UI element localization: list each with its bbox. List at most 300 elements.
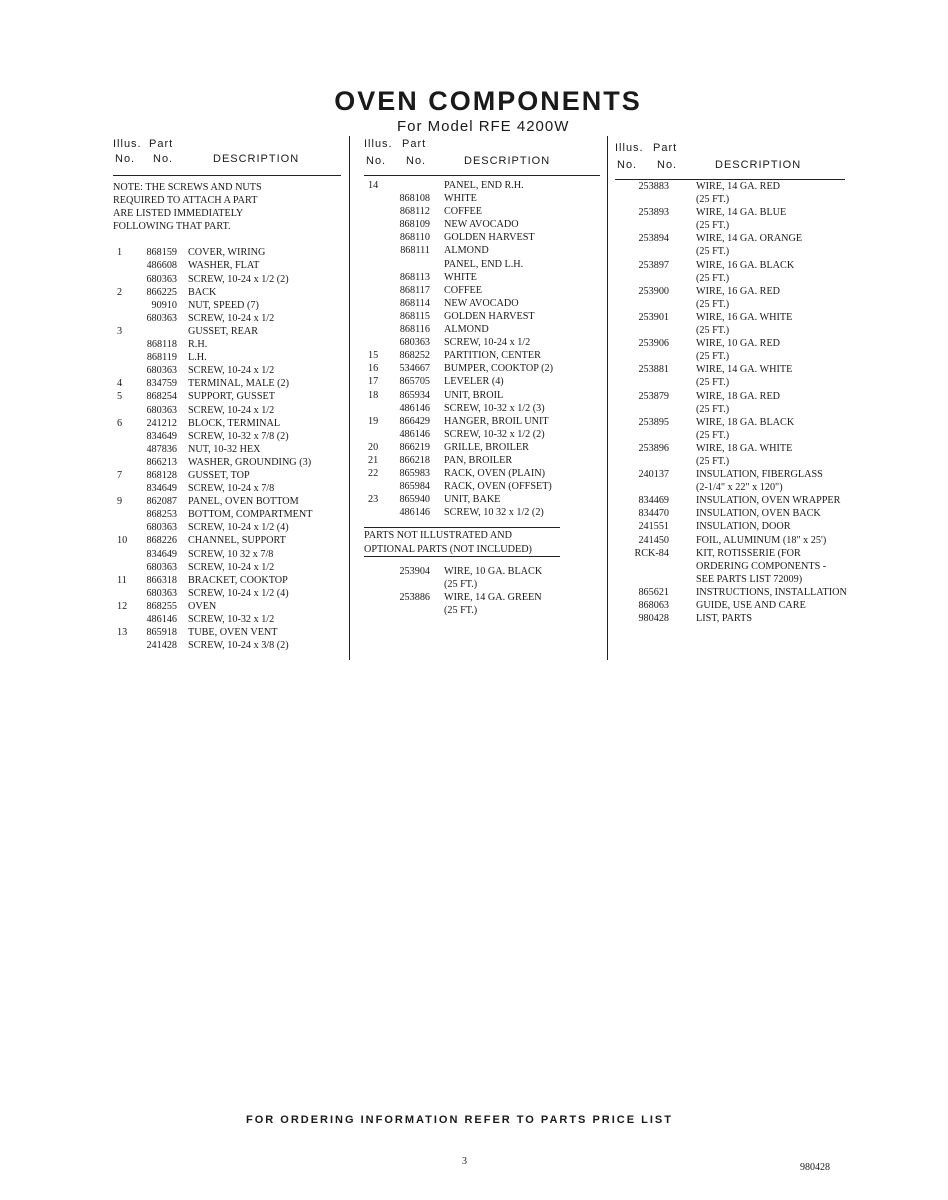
part-description: WIRE, 16 GA. BLACK	[696, 259, 795, 271]
parts-row	[113, 312, 341, 325]
part-number: 253901	[638, 311, 669, 323]
header-rule	[113, 175, 341, 176]
parts-row	[364, 310, 600, 323]
part-number: 865984	[399, 481, 430, 493]
parts-row	[113, 390, 341, 403]
part-description: RACK, OVEN (OFFSET)	[444, 481, 552, 493]
part-number: 253894	[638, 233, 669, 245]
illus-number: 11	[117, 574, 127, 586]
part-number: 834759	[146, 378, 177, 390]
part-description: BLOCK, TERMINAL	[188, 417, 281, 429]
part-description: WIRE, 18 GA. BLACK	[696, 416, 795, 428]
part-description: BOTTOM, COMPARTMENT	[188, 509, 313, 521]
parts-row	[615, 245, 865, 258]
part-number: 980428	[638, 613, 669, 625]
parts-row	[113, 495, 341, 508]
part-number: 868254	[146, 391, 177, 403]
parts-row	[364, 362, 600, 375]
header-no-part: No.	[657, 159, 678, 171]
part-number: 680363	[146, 273, 177, 285]
part-description: INSULATION, DOOR	[696, 521, 791, 533]
illus-number: 22	[368, 468, 379, 480]
part-description: LIST, PARTS	[696, 613, 752, 625]
part-description: R.H.	[188, 339, 208, 351]
part-description: SCREW, 10-24 x 7/8	[188, 483, 275, 495]
optional-list	[364, 565, 600, 617]
header-description: DESCRIPTION	[715, 159, 802, 171]
parts-row	[615, 219, 865, 232]
part-number: 862087	[146, 496, 177, 508]
part-number: 486146	[399, 428, 430, 440]
header-part: Part	[653, 142, 678, 154]
part-description: NUT, SPEED (7)	[188, 299, 259, 311]
illus-number: 5	[117, 391, 123, 403]
parts-row	[615, 363, 865, 376]
parts-row	[615, 403, 865, 416]
part-description: RACK, OVEN (PLAIN)	[444, 468, 546, 480]
column-header	[615, 140, 865, 180]
part-number: 241428	[146, 640, 177, 652]
part-description: SCREW, 10-24 x 1/2	[188, 312, 275, 324]
illus-number: 16	[368, 363, 379, 375]
note-line: FOLLOWING THAT PART.	[113, 221, 231, 233]
parts-row	[113, 246, 341, 259]
part-description: GOLDEN HARVEST	[444, 232, 535, 244]
illus-number: 14	[368, 180, 379, 191]
part-description: (25 FT.)	[696, 220, 730, 232]
parts-row	[615, 494, 865, 507]
optional-parts-block	[364, 527, 600, 617]
parts-row	[364, 454, 600, 467]
parts-row	[364, 297, 600, 310]
part-description: (25 FT.)	[444, 604, 478, 616]
part-description: TUBE, OVEN VENT	[188, 627, 278, 639]
parts-row	[113, 469, 341, 482]
parts-row	[615, 193, 865, 206]
part-number: 834649	[146, 548, 177, 560]
part-number: 866318	[146, 574, 177, 586]
column-divider	[607, 136, 608, 660]
part-description: GOLDEN HARVEST	[444, 310, 535, 322]
parts-row	[364, 493, 600, 506]
parts-row	[615, 259, 865, 272]
part-description: SCREW, 10-24 x 1/2 (4)	[188, 522, 289, 534]
parts-row	[615, 429, 865, 442]
part-description: WIRE, 10 GA. RED	[696, 338, 781, 350]
part-number: 680363	[146, 522, 177, 534]
illus-number: 10	[117, 535, 128, 547]
part-description: SCREW, 10-24 x 1/2	[188, 561, 275, 573]
part-description: WIRE, 14 GA. BLUE	[696, 207, 787, 219]
parts-row	[615, 586, 865, 599]
part-description: ALMOND	[444, 324, 489, 336]
part-description: LEVELER (4)	[444, 376, 504, 388]
parts-row	[113, 364, 341, 377]
illus-number: 7	[117, 469, 123, 481]
parts-row	[113, 325, 341, 338]
part-number: 253881	[638, 364, 669, 376]
parts-row	[615, 507, 865, 520]
header-description: DESCRIPTION	[213, 153, 300, 165]
parts-row	[113, 626, 341, 639]
parts-row	[113, 351, 341, 364]
parts-row	[364, 402, 600, 415]
illus-number: 12	[117, 600, 128, 612]
parts-row	[364, 389, 600, 402]
parts-row	[113, 404, 341, 417]
part-number: 868114	[399, 297, 430, 309]
parts-row	[364, 604, 600, 617]
parts-row	[615, 311, 865, 324]
part-description: (25 FT.)	[696, 194, 730, 206]
optional-heading: OPTIONAL PARTS (NOT INCLUDED)	[364, 543, 560, 557]
part-number: 253906	[638, 338, 669, 350]
part-description: (25 FT.)	[696, 325, 730, 337]
parts-row	[364, 258, 600, 271]
illus-number: 17	[368, 376, 379, 388]
part-number: 868113	[399, 271, 430, 283]
part-number: 253886	[399, 591, 430, 603]
part-description: SUPPORT, GUSSET	[188, 391, 275, 403]
illus-number: 4	[117, 378, 123, 390]
parts-row	[113, 273, 341, 286]
parts-row	[364, 349, 600, 362]
parts-row	[615, 534, 865, 547]
part-number: 868159	[146, 247, 177, 259]
part-number: 868112	[399, 206, 430, 218]
header-no-illus: No.	[115, 153, 136, 165]
part-description: WIRE, 18 GA. RED	[696, 390, 781, 402]
part-number: 866213	[146, 456, 177, 468]
part-number: 486146	[146, 614, 177, 625]
part-description: WIRE, 14 GA. RED	[696, 181, 781, 192]
part-number: 868111	[400, 245, 430, 257]
part-description: FOIL, ALUMINUM (18" x 25')	[696, 534, 827, 546]
part-number: 868255	[146, 600, 177, 612]
column-header	[364, 136, 600, 176]
parts-row	[113, 561, 341, 574]
part-description: SCREW, 10-24 x 1/2	[188, 404, 275, 416]
parts-row	[364, 441, 600, 454]
document-number: 980428	[800, 1162, 830, 1173]
parts-row	[364, 192, 600, 205]
part-number: 868117	[399, 284, 430, 296]
parts-column-2	[364, 136, 600, 617]
parts-row	[113, 430, 341, 443]
part-description: L.H.	[188, 352, 207, 364]
part-number: 253896	[638, 442, 669, 454]
part-description: (25 FT.)	[696, 429, 730, 441]
part-number: 865934	[399, 389, 430, 401]
header-description: DESCRIPTION	[464, 155, 551, 167]
part-description: WIRE, 10 GA. BLACK	[444, 565, 543, 577]
note-block	[113, 181, 341, 233]
part-number: 834649	[146, 483, 177, 495]
parts-row	[615, 298, 865, 311]
part-description: WHITE	[444, 271, 477, 283]
part-number: 253897	[638, 259, 669, 271]
parts-row	[615, 232, 865, 245]
parts-list	[113, 246, 341, 652]
part-description: SCREW, 10-32 x 1/2 (3)	[444, 402, 545, 414]
part-description: PARTITION, CENTER	[444, 350, 541, 362]
header-part: Part	[402, 138, 427, 150]
part-description: (25 FT.)	[696, 351, 730, 363]
part-description: (25 FT.)	[696, 377, 730, 389]
part-description: (25 FT.)	[696, 455, 730, 467]
part-number: 680363	[399, 337, 430, 349]
part-number: 90910	[151, 299, 177, 311]
part-number: 868063	[638, 600, 669, 611]
part-description: BACK	[188, 286, 217, 298]
parts-row	[113, 587, 341, 600]
parts-row	[364, 284, 600, 297]
part-description: WIRE, 16 GA. RED	[696, 285, 781, 297]
parts-row	[615, 206, 865, 219]
parts-row	[364, 428, 600, 441]
illus-number: 2	[117, 286, 123, 298]
parts-row	[364, 565, 600, 578]
part-description: SCREW, 10-24 x 1/2 (2)	[188, 273, 289, 285]
part-number: 486608	[146, 260, 177, 272]
part-number: 866429	[399, 415, 430, 427]
part-number: 865621	[638, 586, 669, 598]
parts-row	[364, 179, 600, 192]
part-description: COVER, WIRING	[188, 247, 266, 259]
part-description: (25 FT.)	[696, 403, 730, 415]
parts-row	[364, 467, 600, 480]
parts-row	[615, 560, 865, 573]
parts-row	[113, 338, 341, 351]
parts-row	[113, 417, 341, 430]
parts-row	[615, 272, 865, 285]
parts-row	[615, 376, 865, 389]
parts-row	[364, 323, 600, 336]
parts-row	[113, 574, 341, 587]
parts-row	[113, 482, 341, 495]
part-description: BUMPER, COOKTOP (2)	[444, 363, 553, 375]
part-number: 868109	[399, 219, 430, 231]
part-number: 253900	[638, 285, 669, 297]
parts-row	[113, 377, 341, 390]
part-description: (25 FT.)	[696, 298, 730, 310]
part-number: 868128	[146, 469, 177, 481]
parts-row	[113, 286, 341, 299]
part-description: SCREW, 10-24 x 1/2	[444, 337, 531, 349]
part-description: (25 FT.)	[444, 578, 478, 590]
part-number: 866218	[399, 454, 430, 466]
part-number: 253879	[638, 390, 669, 402]
illus-number: 3	[117, 325, 123, 337]
part-description: BRACKET, COOKTOP	[188, 574, 288, 586]
parts-row	[364, 578, 600, 591]
illus-number: 20	[368, 441, 379, 453]
parts-row	[364, 480, 600, 493]
parts-row	[615, 547, 865, 560]
part-number: 868108	[399, 193, 430, 205]
part-number: 680363	[146, 312, 177, 324]
part-description: INSULATION, OVEN BACK	[696, 508, 821, 520]
part-description: WASHER, GROUNDING (3)	[188, 456, 312, 468]
column-header	[113, 136, 341, 176]
part-number: 241551	[638, 521, 669, 533]
illus-number: 15	[368, 350, 379, 362]
header-no-part: No.	[406, 155, 427, 167]
part-description: WIRE, 14 GA. GREEN	[444, 591, 542, 603]
part-description: HANGER, BROIL UNIT	[444, 415, 549, 427]
parts-row	[364, 205, 600, 218]
part-description: SCREW, 10-32 x 1/2	[188, 614, 275, 625]
parts-row	[615, 520, 865, 533]
parts-row	[113, 548, 341, 561]
part-number: 866219	[399, 441, 430, 453]
page-number: 3	[462, 1156, 467, 1167]
part-description: OVEN	[188, 600, 217, 612]
parts-row	[113, 443, 341, 456]
part-description: GUSSET, REAR	[188, 325, 258, 337]
parts-row	[113, 299, 341, 312]
parts-list	[364, 179, 600, 519]
parts-column-1	[113, 136, 341, 652]
part-description: UNIT, BAKE	[444, 494, 501, 506]
part-description: (25 FT.)	[696, 272, 730, 284]
part-number: 486146	[399, 402, 430, 414]
parts-row	[364, 591, 600, 604]
part-number: 868116	[399, 324, 430, 336]
illus-number: 13	[117, 627, 128, 639]
header-no-illus: No.	[617, 159, 638, 171]
part-number: 868110	[399, 232, 430, 244]
parts-row	[615, 285, 865, 298]
illus-number: 1	[117, 247, 123, 259]
parts-row	[615, 416, 865, 429]
parts-list	[615, 180, 865, 625]
parts-row	[113, 600, 341, 613]
part-description: ALMOND	[444, 245, 489, 257]
parts-row	[364, 244, 600, 257]
parts-row	[364, 218, 600, 231]
part-number: 834469	[638, 495, 669, 507]
parts-row	[364, 415, 600, 428]
parts-row	[364, 336, 600, 349]
part-number: 680363	[146, 365, 177, 377]
part-description: PANEL, OVEN BOTTOM	[188, 496, 299, 508]
part-description: SCREW, 10-24 x 1/2 (4)	[188, 587, 289, 599]
parts-row	[113, 521, 341, 534]
parts-row	[615, 324, 865, 337]
part-description: SCREW, 10 32 x 1/2 (2)	[444, 507, 544, 519]
part-number: 868226	[146, 535, 177, 547]
part-description: PANEL, END L.H.	[444, 258, 524, 270]
part-description: CHANNEL, SUPPORT	[188, 535, 286, 547]
parts-row	[615, 180, 865, 193]
parts-column-3	[615, 140, 865, 625]
parts-row	[615, 573, 865, 586]
part-description: GUSSET, TOP	[188, 469, 250, 481]
part-description: WIRE, 18 GA. WHITE	[696, 442, 793, 454]
part-description: COFFEE	[444, 284, 482, 296]
part-number: 868253	[146, 509, 177, 521]
column-divider	[349, 136, 350, 660]
illus-number: 19	[368, 415, 379, 427]
parts-row	[615, 337, 865, 350]
header-illus: Illus.	[364, 138, 393, 150]
part-number: 868118	[146, 339, 177, 351]
parts-row	[615, 442, 865, 455]
part-description: WIRE, 16 GA. WHITE	[696, 311, 793, 323]
part-number: 486146	[399, 507, 430, 519]
part-description: WASHER, FLAT	[188, 260, 260, 272]
parts-row	[615, 350, 865, 363]
header-illus: Illus.	[615, 142, 644, 154]
part-number: 868252	[399, 350, 430, 362]
header-part: Part	[149, 138, 174, 150]
parts-row	[615, 612, 865, 625]
part-description: INSTRUCTIONS, INSTALLATION	[696, 586, 847, 598]
parts-row	[364, 375, 600, 388]
note-line: NOTE: THE SCREWS AND NUTS	[113, 182, 262, 193]
part-number: 487836	[146, 443, 177, 455]
model-subtitle: For Model RFE 4200W	[397, 118, 570, 135]
illus-number: 9	[117, 496, 123, 508]
illus-number: 21	[368, 454, 379, 466]
parts-row	[615, 468, 865, 481]
note-line: REQUIRED TO ATTACH A PART	[113, 195, 258, 207]
part-description: SCREW, 10-24 x 1/2	[188, 365, 275, 377]
parts-row	[615, 599, 865, 612]
parts-row	[615, 481, 865, 494]
header-rule	[364, 175, 600, 176]
part-number: 834649	[146, 430, 177, 442]
header-no-part: No.	[153, 153, 174, 165]
part-number: 865705	[399, 376, 430, 388]
parts-row	[615, 455, 865, 468]
part-description: KIT, ROTISSERIE (FOR	[696, 547, 801, 559]
part-number: 241212	[146, 417, 177, 429]
header-illus: Illus.	[113, 138, 142, 150]
parts-row	[113, 613, 341, 626]
part-description: SCREW, 10-32 x 1/2 (2)	[444, 428, 545, 440]
part-number: 865918	[146, 627, 177, 639]
note-line: ARE LISTED IMMEDIATELY	[113, 208, 244, 220]
part-description: TERMINAL, MALE (2)	[188, 378, 290, 390]
part-number: 680363	[146, 404, 177, 416]
parts-row	[113, 508, 341, 521]
part-description: SCREW, 10-24 x 3/8 (2)	[188, 640, 289, 652]
parts-row	[113, 259, 341, 272]
part-number: 865940	[399, 494, 430, 506]
part-number: 834470	[638, 508, 669, 520]
part-number: 680363	[146, 587, 177, 599]
part-description: SEE PARTS LIST 72009)	[696, 573, 803, 585]
part-description: (2-1/4" x 22" x 120")	[696, 482, 783, 494]
illus-number: 23	[368, 494, 379, 506]
part-number: 253883	[638, 181, 669, 192]
part-description: WIRE, 14 GA. ORANGE	[696, 233, 803, 245]
part-description: NUT, 10-32 HEX	[188, 443, 261, 455]
part-description: ORDERING COMPONENTS -	[696, 560, 827, 572]
part-description: INSULATION, FIBERGLASS	[696, 469, 823, 481]
illus-number: 6	[117, 417, 123, 429]
part-description: WHITE	[444, 193, 477, 205]
part-description: NEW AVOCADO	[444, 219, 519, 231]
part-description: COFFEE	[444, 206, 482, 218]
part-description: PANEL, END R.H.	[444, 180, 524, 191]
part-description: SCREW, 10 32 x 7/8	[188, 548, 274, 560]
ordering-footer: FOR ORDERING INFORMATION REFER TO PARTS PRICE LIST	[246, 1114, 673, 1126]
part-number: 253895	[638, 416, 669, 428]
part-number: 241450	[638, 534, 669, 546]
